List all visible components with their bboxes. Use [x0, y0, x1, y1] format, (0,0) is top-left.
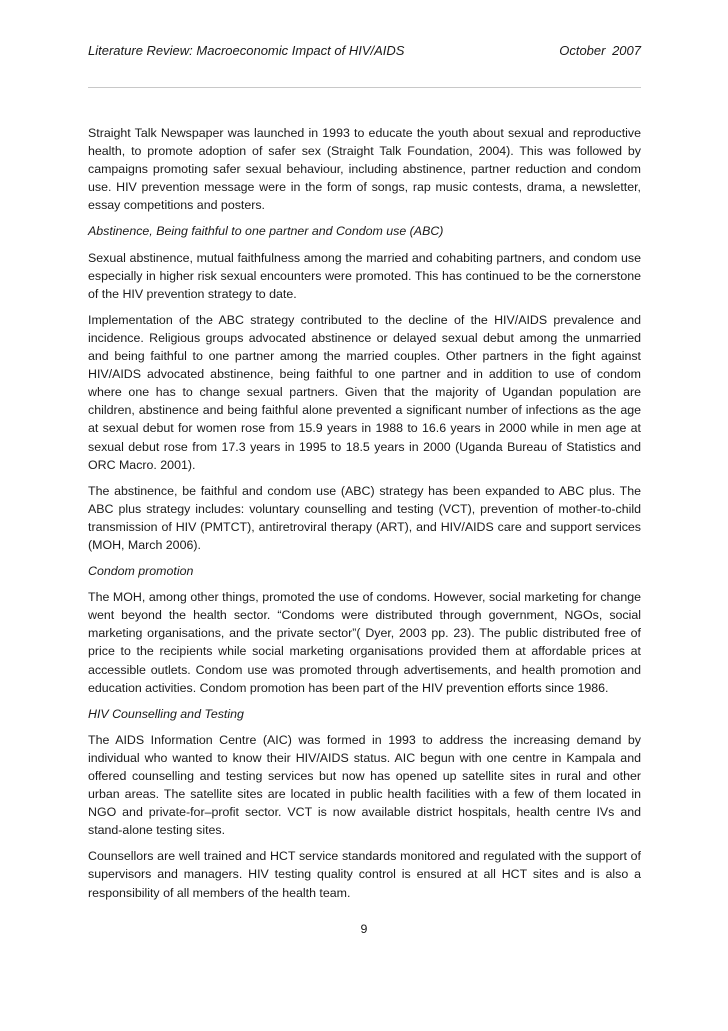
paragraph-abc-plus: The abstinence, be faithful and condom use (ABC) strategy has been expanded to ABC plus. The ABC plus strategy includes: voluntary counselling and testing (VCT), prevention of mother-to-child transmission of HIV (PMTCT), antiretroviral therapy (ART), and HIV/AIDS care and support services (MOH, March 2006). [88, 483, 641, 552]
paragraph-aic: The AIDS Information Centre (AIC) was formed in 1993 to address the increasing demand by individual who wanted to know their HIV/AIDS status. AIC begun with one centre in Kampala and offered counselling and testing services but now has opened up satellite sites in rural and other urban areas. The satellite sites are located in public health facilities with a few of them located in NGO and private-for–profit sector. VCT is now available district hospitals, health centre IVs and stand-alone testing sites. [88, 732, 641, 838]
page-body [88, 124, 641, 910]
section-heading-condom-promotion: Condom promotion [88, 564, 194, 579]
paragraph-condom-promotion: The MOH, among other things, promoted the use of condoms. However, social marketing for change went beyond the health sector. “Condoms were distributed through government, NGOs, social marketing organisations, and the private sector”( Dyer, 2003 pp. 23). The public distributed free of price to the recipients while social marketing organisations provided them at affordable prices at accessible outlets. Condom use was promoted through advertisements, and health promotion and education activities. Condom promotion has been part of the HIV prevention efforts since 1986. [88, 590, 641, 695]
page-number: 9 [360, 922, 368, 936]
header-divider [88, 87, 641, 88]
section-heading-hiv-counselling: HIV Counselling and Testing [88, 706, 244, 721]
header-title: Literature Review: Macroeconomic Impact of HIV/AIDS [88, 43, 405, 58]
paragraph-abc-promotion: Sexual abstinence, mutual faithfulness among the married and cohabiting partners, and condom use especially in higher risk sexual encounters were promoted. This has continued to be the cornerstone of the HIV prevention strategy to date. [88, 250, 641, 301]
header-date: October 2007 [559, 43, 641, 58]
paragraph-counsellors: Counsellors are well trained and HCT service standards monitored and regulated with the support of supervisors and managers. HIV testing quality control is ensured at all HCT sites and is also a responsibility of all members of the health team. [88, 849, 641, 900]
paragraph-straight-talk: Straight Talk Newspaper was launched in 1993 to educate the youth about sexual and reproductive health, to promote adoption of safer sex (Straight Talk Foundation, 2004). This was followed by campaigns promoting safer sexual behaviour, including abstinence, partner reduction and condom use. HIV prevention message were in the form of songs, rap music contests, drama, a newsletter, essay competitions and posters. [88, 126, 641, 213]
paragraph-abc-implementation: Implementation of the ABC strategy contributed to the decline of the HIV/AIDS prevalence and incidence. Religious groups advocated abstinence or delayed sexual debut among the unmarried and being faithful to one partner among the married couples. Other partners in the fight against HIV/AIDS advocated abstinence, being faithful to one partner and in addition to use of condom where one has to change sexual partners. Given that the majority of Ugandan population are children, abstinence and being faithful alone prevented a significant number of infections as the age at sexual debut for women rose from 15.9 years in 1988 to 16.6 years in 2000 while in men age at sexual debut rose from 17.3 years in 1995 to 18.5 years in 2000 (Uganda Bureau of Statistics and ORC Macro. 2001). [88, 312, 641, 472]
section-heading-abc: Abstinence, Being faithful to one partner and Condom use (ABC) [88, 224, 444, 239]
page-header [88, 41, 641, 61]
